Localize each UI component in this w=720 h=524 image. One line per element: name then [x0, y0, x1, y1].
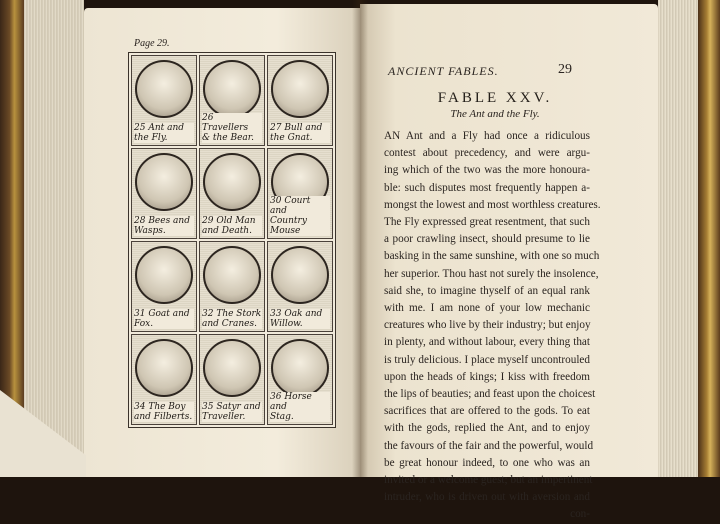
plate-caption: 31 Goat and Fox. — [134, 309, 194, 329]
fable-subtitle: The Ant and the Fly. — [450, 108, 540, 120]
text-line: a poor crawling insect, should presume to lie — [384, 233, 590, 246]
engraved-plate — [128, 52, 336, 428]
text-line: sacrifices that are offered to the gods. To eat — [384, 405, 590, 418]
plate-cell — [131, 241, 197, 332]
page-edges-right — [658, 0, 698, 477]
text-line: con- — [570, 508, 590, 521]
plate-cell — [131, 55, 197, 146]
running-head: ANCIENT FABLES. — [388, 64, 499, 78]
plate-caption: 33 Oak and Willow. — [270, 309, 330, 329]
plate-cell — [267, 334, 333, 425]
medallion-illustration — [203, 153, 261, 211]
text-line: contest about precedency, and were argu- — [384, 147, 590, 160]
plate-page-reference: Page 29. — [134, 38, 170, 49]
plate-cell — [199, 148, 265, 239]
text-line: is truly delicious. I place myself uncontrouled — [384, 353, 590, 366]
text-line: upon the heads of kings; I kiss with freedom — [384, 370, 590, 383]
medallion-illustration — [135, 153, 193, 211]
plate-cell — [131, 148, 197, 239]
text-line: AN Ant and a Fly had once a ridiculous — [384, 130, 590, 142]
text-line: be great honour indeed, to one who was an — [384, 456, 590, 469]
plate-cell — [267, 241, 333, 332]
text-line: with me. I am none of your low mechanic — [384, 302, 590, 315]
fable-body-text — [384, 128, 601, 524]
book-binding-right — [698, 0, 720, 477]
text-line: invited or a welcome guest; but an impertinent — [384, 474, 593, 487]
text-line: creatures who live by their industry; but enjoy — [384, 319, 591, 332]
plate-caption: 28 Bees and Wasps. — [134, 216, 194, 236]
plate-caption: 36 Horse and Stag. — [270, 392, 330, 422]
plate-caption: 27 Bull and the Gnat. — [270, 123, 330, 143]
medallion-illustration — [271, 339, 329, 397]
text-line: The Fly expressed great resentment, that such — [384, 216, 590, 229]
plate-cell — [267, 148, 333, 239]
plate-caption: 25 Ant and the Fly. — [134, 123, 194, 143]
plate-cell — [131, 334, 197, 425]
medallion-illustration — [271, 60, 329, 118]
text-line: ble: such disputes most frequently happen a- — [384, 181, 590, 194]
medallion-illustration — [271, 246, 329, 304]
fable-heading: FABLE XXV. — [437, 90, 553, 106]
plate-caption: 26 Travellers & the Bear. — [202, 113, 262, 143]
plate-caption: 30 Court and Country Mouse — [270, 196, 330, 236]
medallion-illustration — [135, 339, 193, 397]
plate-cell — [267, 55, 333, 146]
medallion-illustration — [203, 60, 261, 118]
plate-caption: 35 Satyr and Traveller. — [202, 402, 261, 422]
medallion-illustration — [135, 246, 193, 304]
text-line: mongst the lowest and most worthless creatures. — [384, 198, 601, 211]
text-line: ing which of the two was the more honoura- — [384, 164, 590, 177]
text-line: her superior. Thou hast not surely the insolence, — [384, 267, 599, 280]
text-line: the lips of beauties; and feast upon the choicest — [384, 388, 596, 401]
text-line: the favours of the fair and the powerful, would — [384, 439, 594, 452]
text-line: intruder, who is driven out with aversion and — [384, 491, 590, 504]
text-line: said she, to imagine thyself of an equal rank — [384, 284, 590, 297]
book-gutter — [352, 0, 368, 477]
page-edges-left — [24, 0, 84, 477]
medallion-illustration — [135, 60, 193, 118]
text-line: with the gods, replied the Ant, and to enjoy — [384, 422, 590, 435]
text-line: in plenty, and without labour, every thing that — [384, 336, 590, 349]
plate-cell — [199, 241, 265, 332]
plate-caption: 29 Old Man and Death. — [202, 216, 262, 236]
plate-caption: 34 The Boy and Filberts. — [134, 402, 193, 422]
text-line: basking in the same sunshine, with one so much — [384, 250, 600, 263]
page-number: 29 — [558, 62, 572, 77]
medallion-illustration — [203, 246, 261, 304]
plate-cell — [199, 334, 265, 425]
plate-caption: 32 The Stork and Cranes. — [202, 309, 262, 329]
plate-cell — [199, 55, 265, 146]
medallion-illustration — [203, 339, 261, 397]
